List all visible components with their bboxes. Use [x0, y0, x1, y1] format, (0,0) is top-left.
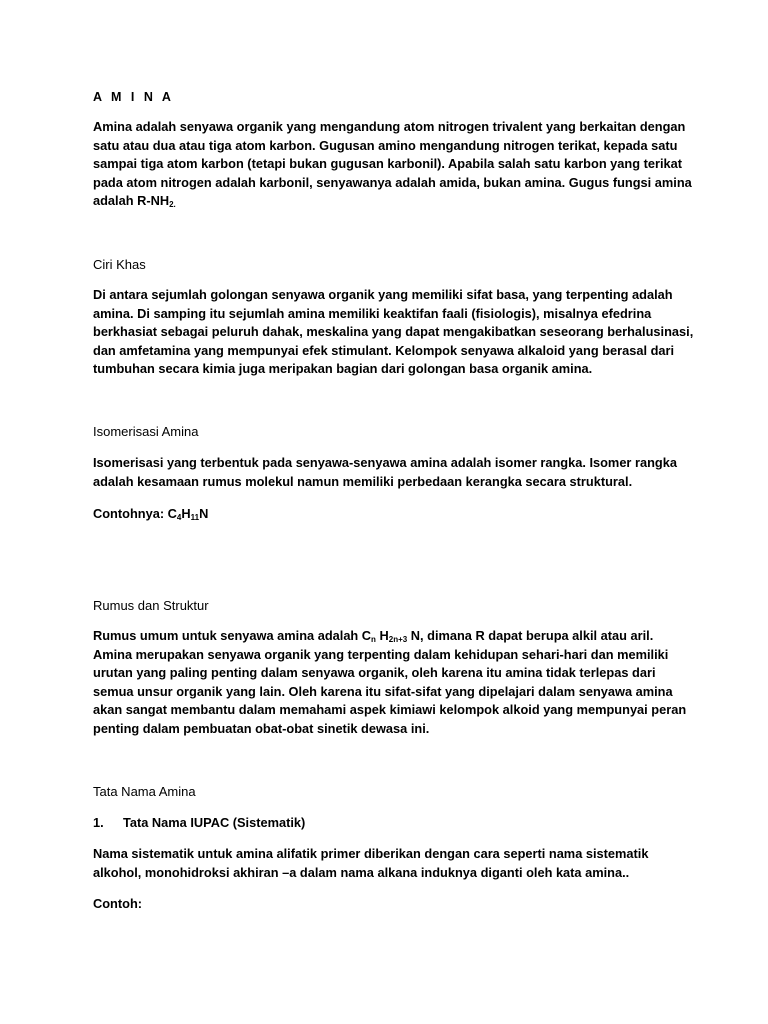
- rumus-line: penting dalam pembuatan obat-obat sinetik dewasa ini.: [93, 720, 430, 736]
- document-title: A M I N A: [93, 90, 174, 104]
- numbered-item: [93, 814, 305, 832]
- rumus-subscript: 2n+3: [388, 635, 408, 644]
- item-label: Tata Nama IUPAC (Sistematik): [123, 815, 306, 830]
- heading-ciri-khas: Ciri Khas: [93, 257, 146, 272]
- rumus-text: N, dimana R dapat berupa alkil atau aril.: [407, 628, 654, 643]
- ciri-line: Di antara sejumlah golongan senyawa organik yang memiliki sifat basa, yang terpenting adalah: [93, 287, 673, 302]
- ciri-line: amina. Di samping itu sejumlah amina memiliki keaktifan faali (fisiologis), misalnya efedrina: [93, 305, 652, 321]
- isomer-paragraph: [93, 454, 683, 491]
- intro-line-last: [93, 192, 683, 211]
- isomer-line: adalah kesamaan rumus molekul namun memiliki perbedaan kerangka secara struktural.: [93, 473, 633, 489]
- tata-line: Nama sistematik untuk amina alifatik primer diberikan dengan cara seperti nama sistematik: [93, 846, 649, 861]
- heading-rumus: Rumus dan Struktur: [93, 598, 209, 613]
- tata-line: alkohol, monohidroksi akhiran –a dalam nama alkana induknya diganti oleh kata amina..: [93, 864, 630, 880]
- example-text: H: [181, 506, 191, 521]
- intro-paragraph: [93, 118, 692, 211]
- formula-subscript: 2.: [169, 200, 176, 210]
- intro-line: pada atom nitrogen adalah karbonil, senyawanya adalah amida, bukan amina. Gugus fungsi amina: [93, 174, 692, 190]
- rumus-line: urutan yang paling penting dalam senyawa organik, oleh karena itu amina tidak terlepas dari: [93, 665, 656, 681]
- example-subscript: 11: [190, 513, 200, 522]
- heading-isomerisasi: Isomerisasi Amina: [93, 424, 199, 439]
- tata-paragraph: [93, 845, 683, 882]
- item-number: 1.: [93, 815, 104, 830]
- intro-line: Amina adalah senyawa organik yang mengandung atom nitrogen trivalent yang berkaitan dengan: [93, 119, 686, 134]
- example-text: N: [199, 506, 209, 521]
- ciri-line: tumbuhan secara kimia juga meripakan bagian dari golongan basa organik amina.: [93, 361, 593, 377]
- ciri-line: dan amfetamina yang mempunyai efek stimulant. Kelompok senyawa alkaloid yang berasal dari: [93, 342, 675, 358]
- intro-line: satu atau dua atau tiga atom karbon. Gugusan amino mengandung nitrogen terikat, kepada satu: [93, 137, 678, 153]
- formula-text: adalah R-NH: [93, 193, 170, 209]
- isomer-line: Isomerisasi yang terbentuk pada senyawa-senyawa amina adalah isomer rangka. Isomer rangka: [93, 455, 677, 470]
- rumus-paragraph: [93, 627, 687, 739]
- rumus-line: Amina merupakan senyawa organik yang terpenting dalam kehidupan sehari-hari dan memiliki: [93, 646, 669, 662]
- example-text: Contohnya: C: [93, 506, 177, 521]
- rumus-text: H: [375, 628, 389, 643]
- rumus-subscript: n: [371, 635, 376, 644]
- ciri-line: berkhasiat sebagai peluruh dahak, meskalina yang dapat mengakibatkan seseorang berhalusinasi,: [93, 324, 694, 340]
- rumus-line: akan sangat membantu dalam memahami aspek kimiawi kelompok alkoid yang mempunyai peran: [93, 702, 687, 718]
- isomer-example: [93, 505, 683, 524]
- intro-line: sampai tiga atom karbon (tetapi bukan gugusan karbonil). Apabila salah satu karbon yang terikat: [93, 156, 683, 172]
- rumus-line: semua unsur organik yang lain. Oleh karena itu sifat-sifat yang dipelajari dalam senyawa amina: [93, 683, 673, 699]
- rumus-line-first: [93, 627, 683, 646]
- ciri-paragraph: [93, 286, 694, 379]
- contoh-label: [93, 895, 683, 914]
- example-subscript: 4: [176, 513, 182, 522]
- rumus-text: Rumus umum untuk senyawa amina adalah C: [93, 628, 372, 643]
- contoh-text: Contoh:: [93, 896, 143, 911]
- heading-tata-nama: Tata Nama Amina: [93, 784, 196, 799]
